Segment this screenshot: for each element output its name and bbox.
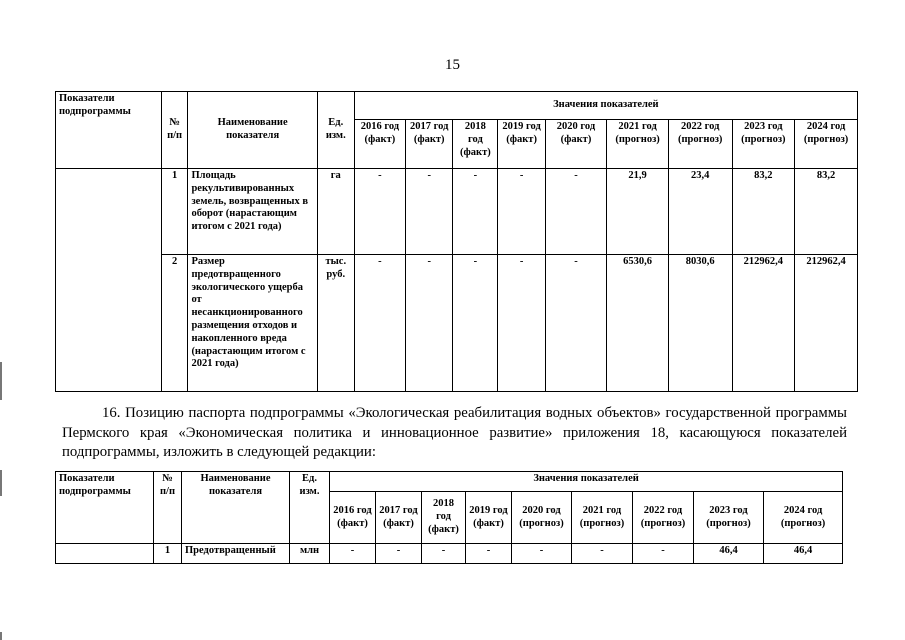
year-header: 2022 год (прогноз)	[668, 120, 732, 169]
year-header: 2022 год (прогноз)	[633, 492, 694, 544]
value-cell: 21,9	[607, 169, 669, 255]
value-cell: 46,4	[694, 544, 764, 564]
table-row	[56, 169, 858, 255]
year-header: 2017 год (факт)	[376, 492, 422, 544]
indicators-cell	[56, 169, 162, 392]
value-cell: 212962,4	[732, 255, 795, 392]
year-header: 2018 год (факт)	[422, 492, 466, 544]
year-header: 2020 год (прогноз)	[512, 492, 572, 544]
value-cell: -	[498, 169, 545, 255]
header-values: Значения показателей	[330, 472, 843, 492]
value-cell: 83,2	[732, 169, 795, 255]
value-cell: -	[466, 544, 512, 564]
value-cell: 23,4	[668, 169, 732, 255]
header-num: № п/п	[154, 472, 182, 544]
row-unit: млн	[290, 544, 330, 564]
scan-edge-mark	[0, 362, 2, 400]
value-cell: 8030,6	[668, 255, 732, 392]
row-num: 2	[161, 255, 188, 392]
value-cell: -	[354, 169, 405, 255]
page-number: 15	[445, 57, 460, 73]
table-row	[56, 255, 858, 392]
value-cell: -	[545, 169, 607, 255]
value-cell: -	[422, 544, 466, 564]
year-header: 2019 год (факт)	[498, 120, 545, 169]
header-num: № п/п	[161, 92, 188, 169]
indicators-cell	[56, 544, 154, 564]
row-name: Предотвращенный	[182, 544, 290, 564]
row-name: Площадь рекультивированных земель, возвращенных в оборот (нарастающим итогом с 2021 года)	[188, 169, 317, 255]
year-header: 2024 год (прогноз)	[764, 492, 843, 544]
value-cell: -	[572, 544, 633, 564]
value-cell: -	[406, 255, 453, 392]
year-header: 2021 год (прогноз)	[607, 120, 669, 169]
value-cell: 46,4	[764, 544, 843, 564]
value-cell: -	[406, 169, 453, 255]
row-unit: га	[317, 169, 354, 255]
value-cell: 6530,6	[607, 255, 669, 392]
value-cell: -	[498, 255, 545, 392]
value-cell: 212962,4	[795, 255, 858, 392]
year-header: 2019 год (факт)	[466, 492, 512, 544]
scan-edge-mark	[0, 470, 2, 496]
year-header: 2016 год (факт)	[354, 120, 405, 169]
value-cell: -	[354, 255, 405, 392]
year-header: 2023 год (прогноз)	[732, 120, 795, 169]
year-header: 2021 год (прогноз)	[572, 492, 633, 544]
year-header: 2016 год (факт)	[330, 492, 376, 544]
value-cell: -	[512, 544, 572, 564]
value-cell: -	[453, 169, 498, 255]
header-values: Значения показателей	[354, 92, 857, 120]
year-header: 2018 год (факт)	[453, 120, 498, 169]
year-header: 2017 год (факт)	[406, 120, 453, 169]
scan-edge-mark	[0, 632, 2, 640]
paragraph-16: 16. Позицию паспорта подпрограммы «Экологическая реабилитация водных объектов» государственной программы Пермского края «Экономическая политика и инновационное развитие» приложения 18, касающуюся показателей подпрограммы, изложить в следующей редакции:	[62, 405, 847, 460]
indicators-table-1	[55, 91, 858, 392]
value-cell: -	[545, 255, 607, 392]
header-unit: Ед. изм.	[317, 92, 354, 169]
year-header: 2020 год (факт)	[545, 120, 607, 169]
header-indicators: Показатели подпрограммы	[56, 92, 162, 169]
value-cell: 83,2	[795, 169, 858, 255]
row-name: Размер предотвращенного экологического ущерба от несанкционированного размещения отходов и накопленного вреда (нарастающим итогом с 2021 года)	[188, 255, 317, 392]
table-row	[56, 544, 843, 564]
value-cell: -	[453, 255, 498, 392]
row-num: 1	[154, 544, 182, 564]
value-cell: -	[330, 544, 376, 564]
row-num: 1	[161, 169, 188, 255]
indicators-table-2	[55, 471, 843, 564]
header-indicators: Показатели подпрограммы	[56, 472, 154, 544]
row-unit: тыс. руб.	[317, 255, 354, 392]
header-name: Наименование показателя	[182, 472, 290, 544]
header-name: Наименование показателя	[188, 92, 317, 169]
value-cell: -	[633, 544, 694, 564]
value-cell: -	[376, 544, 422, 564]
year-header: 2023 год (прогноз)	[694, 492, 764, 544]
year-header: 2024 год (прогноз)	[795, 120, 858, 169]
header-unit: Ед. изм.	[290, 472, 330, 544]
